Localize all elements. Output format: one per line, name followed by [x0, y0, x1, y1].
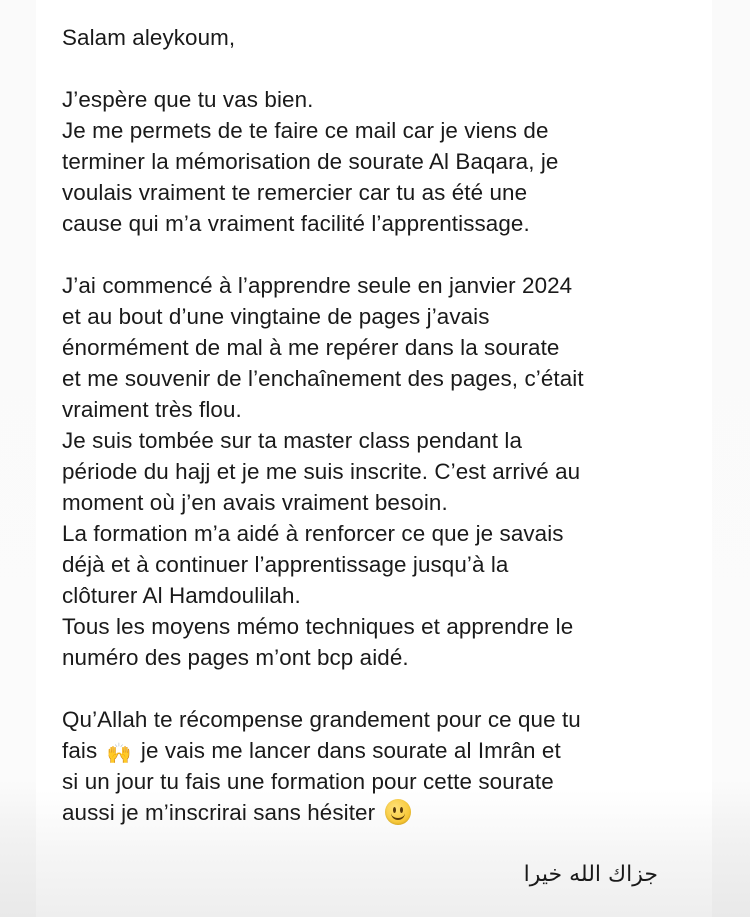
letter-line: et me souvenir de l’enchaînement des pages, c’était [62, 366, 584, 391]
letter-body [62, 22, 702, 828]
letter-line: moment où j’en avais vraiment besoin. [62, 490, 448, 515]
letter-text: aussi je m’inscrirai sans hésiter [62, 800, 376, 825]
arabic-signature: جزاك الله خيرا [523, 862, 658, 887]
letter-line: déjà et à continuer l’apprentissage jusqu’à la [62, 552, 509, 577]
letter-line: J’espère que tu vas bien. [62, 87, 314, 112]
letter-line: terminer la mémorisation de sourate Al Baqara, je [62, 149, 559, 174]
letter-line: Je suis tombée sur ta master class pendant la [62, 428, 522, 453]
letter-line: Tous les moyens mémo techniques et apprendre le [62, 614, 574, 639]
letter-line [62, 797, 702, 828]
letter-line: voulais vraiment te remercier car tu as été une [62, 180, 528, 205]
letter-line: si un jour tu fais une formation pour cette sourate [62, 769, 554, 794]
letter-line: cause qui m’a vraiment facilité l’apprentissage. [62, 211, 530, 236]
paragraph-gap [62, 239, 702, 270]
letter-line: vraiment très flou. [62, 397, 242, 422]
letter-line: J’ai commencé à l’apprendre seule en janvier 2024 [62, 273, 573, 298]
letter-line: numéro des pages m’ont bcp aidé. [62, 645, 409, 670]
letter-line: période du hajj et je me suis inscrite. C’est arrivé au [62, 459, 581, 484]
raised-hands-icon: 🙌 [106, 741, 132, 765]
letter-line [62, 735, 702, 766]
smiling-face-icon [385, 799, 411, 825]
letter-line: clôturer Al Hamdoulilah. [62, 583, 301, 608]
paragraph-gap [62, 53, 702, 84]
greeting: Salam aleykoum, [62, 25, 236, 50]
letter-line: énormément de mal à me repérer dans la sourate [62, 335, 560, 360]
letter-text: je vais me lancer dans sourate al Imrân et [140, 738, 561, 763]
paragraph-gap [62, 673, 702, 704]
letter-line: Je me permets de te faire ce mail car je viens de [62, 118, 549, 143]
letter-line: La formation m’a aidé à renforcer ce que je savais [62, 521, 564, 546]
letter-text: fais [62, 738, 98, 763]
letter-line: et au bout d’une vingtaine de pages j’avais [62, 304, 490, 329]
letter-line: Qu’Allah te récompense grandement pour ce que tu [62, 707, 581, 732]
